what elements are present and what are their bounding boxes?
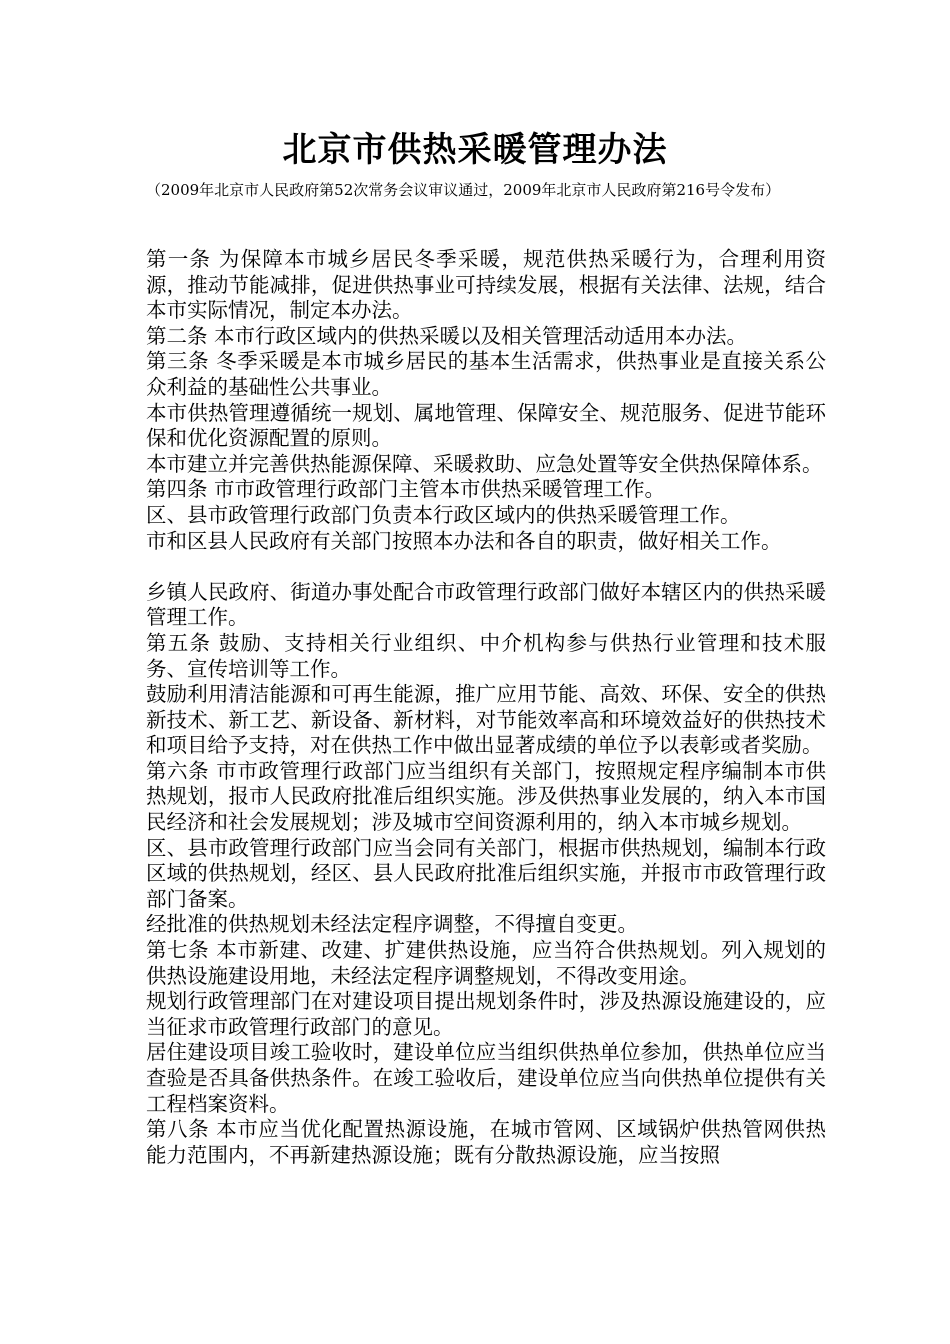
- paragraph: 第五条 鼓励、支持相关行业组织、中介机构参与供热行业管理和技术服务、宣传培训等工作。: [146, 630, 826, 681]
- paragraph: 鼓励利用清洁能源和可再生能源，推广应用节能、高效、环保、安全的供热新技术、新工艺、新设备、新材料，对节能效率高和环境效益好的供热技术和项目给予支持，对在供热工作中做出显著成绩的单位予以表彰或者奖励。: [146, 682, 826, 758]
- paragraph: 规划行政管理部门在对建设项目提出规划条件时，涉及热源设施建设的，应当征求市政管理行政部门的意见。: [146, 989, 826, 1039]
- paragraph: 居住建设项目竣工验收时，建设单位应当组织供热单位参加，供热单位应当查验是否具备供热条件。在竣工验收后，建设单位应当向供热单位提供有关工程档案资料。: [146, 1040, 826, 1116]
- paragraph: 区、县市政管理行政部门应当会同有关部门，根据市供热规划，编制本行政区域的供热规划，经区、县人民政府批准后组织实施，并报市市政管理行政部门备案。: [146, 835, 826, 911]
- paragraph: 第四条 市市政管理行政部门主管本市供热采暖管理工作。: [146, 477, 666, 502]
- paragraph: 市和区县人民政府有关部门按照本办法和各自的职责，做好相关工作。: [146, 528, 782, 553]
- paragraph: 本市建立并完善供热能源保障、采暖救助、应急处置等安全供热保障体系。: [146, 451, 823, 476]
- paragraph: 经批准的供热规划未经法定程序调整，不得擅自变更。: [146, 912, 638, 937]
- paragraph: 乡镇人民政府、街道办事处配合市政管理行政部门做好本辖区内的供热采暖管理工作。: [146, 579, 826, 630]
- paragraph: 第一条 为保障本市城乡居民冬季采暖，规范供热采暖行为，合理利用资源，推动节能减排，促进供热事业可持续发展，根据有关法律、法规，结合本市实际情况，制定本办法。: [146, 247, 826, 323]
- document-body: [146, 247, 826, 1168]
- document-title: 北京市供热采暖管理办法: [282, 130, 668, 170]
- paragraph: 第三条 冬季采暖是本市城乡居民的基本生活需求，供热事业是直接关系公众利益的基础性公共事业。: [146, 349, 826, 399]
- paragraph: 本市供热管理遵循统一规划、属地管理、保障安全、规范服务、促进节能环保和优化资源配置的原则。: [146, 400, 826, 451]
- document-subtitle: （2009年北京市人民政府第52次常务会议审议通过，2009年北京市人民政府第216号令发布）: [146, 181, 781, 199]
- paragraph: 区、县市政管理行政部门负责本行政区域内的供热采暖管理工作。: [146, 502, 741, 527]
- paragraph: 第七条 本市新建、改建、扩建供热设施，应当符合供热规划。列入规划的供热设施建设用地，未经法定程序调整规划，不得改变用途。: [146, 938, 826, 988]
- blank-line: [146, 554, 826, 580]
- paragraph: 第八条 本市应当优化配置热源设施，在城市管网、区域锅炉供热管网供热能力范围内，不再新建热源设施；既有分散热源设施，应当按照: [146, 1117, 826, 1167]
- paragraph: 第六条 市市政管理行政部门应当组织有关部门，按照规定程序编制本市供热规划，报市人民政府批准后组织实施。涉及供热事业发展的，纳入本市国民经济和社会发展规划；涉及城市空间资源利用的，纳入本市城乡规划。: [146, 758, 826, 835]
- paragraph: 第二条 本市行政区域内的供热采暖以及相关管理活动适用本办法。: [146, 323, 748, 348]
